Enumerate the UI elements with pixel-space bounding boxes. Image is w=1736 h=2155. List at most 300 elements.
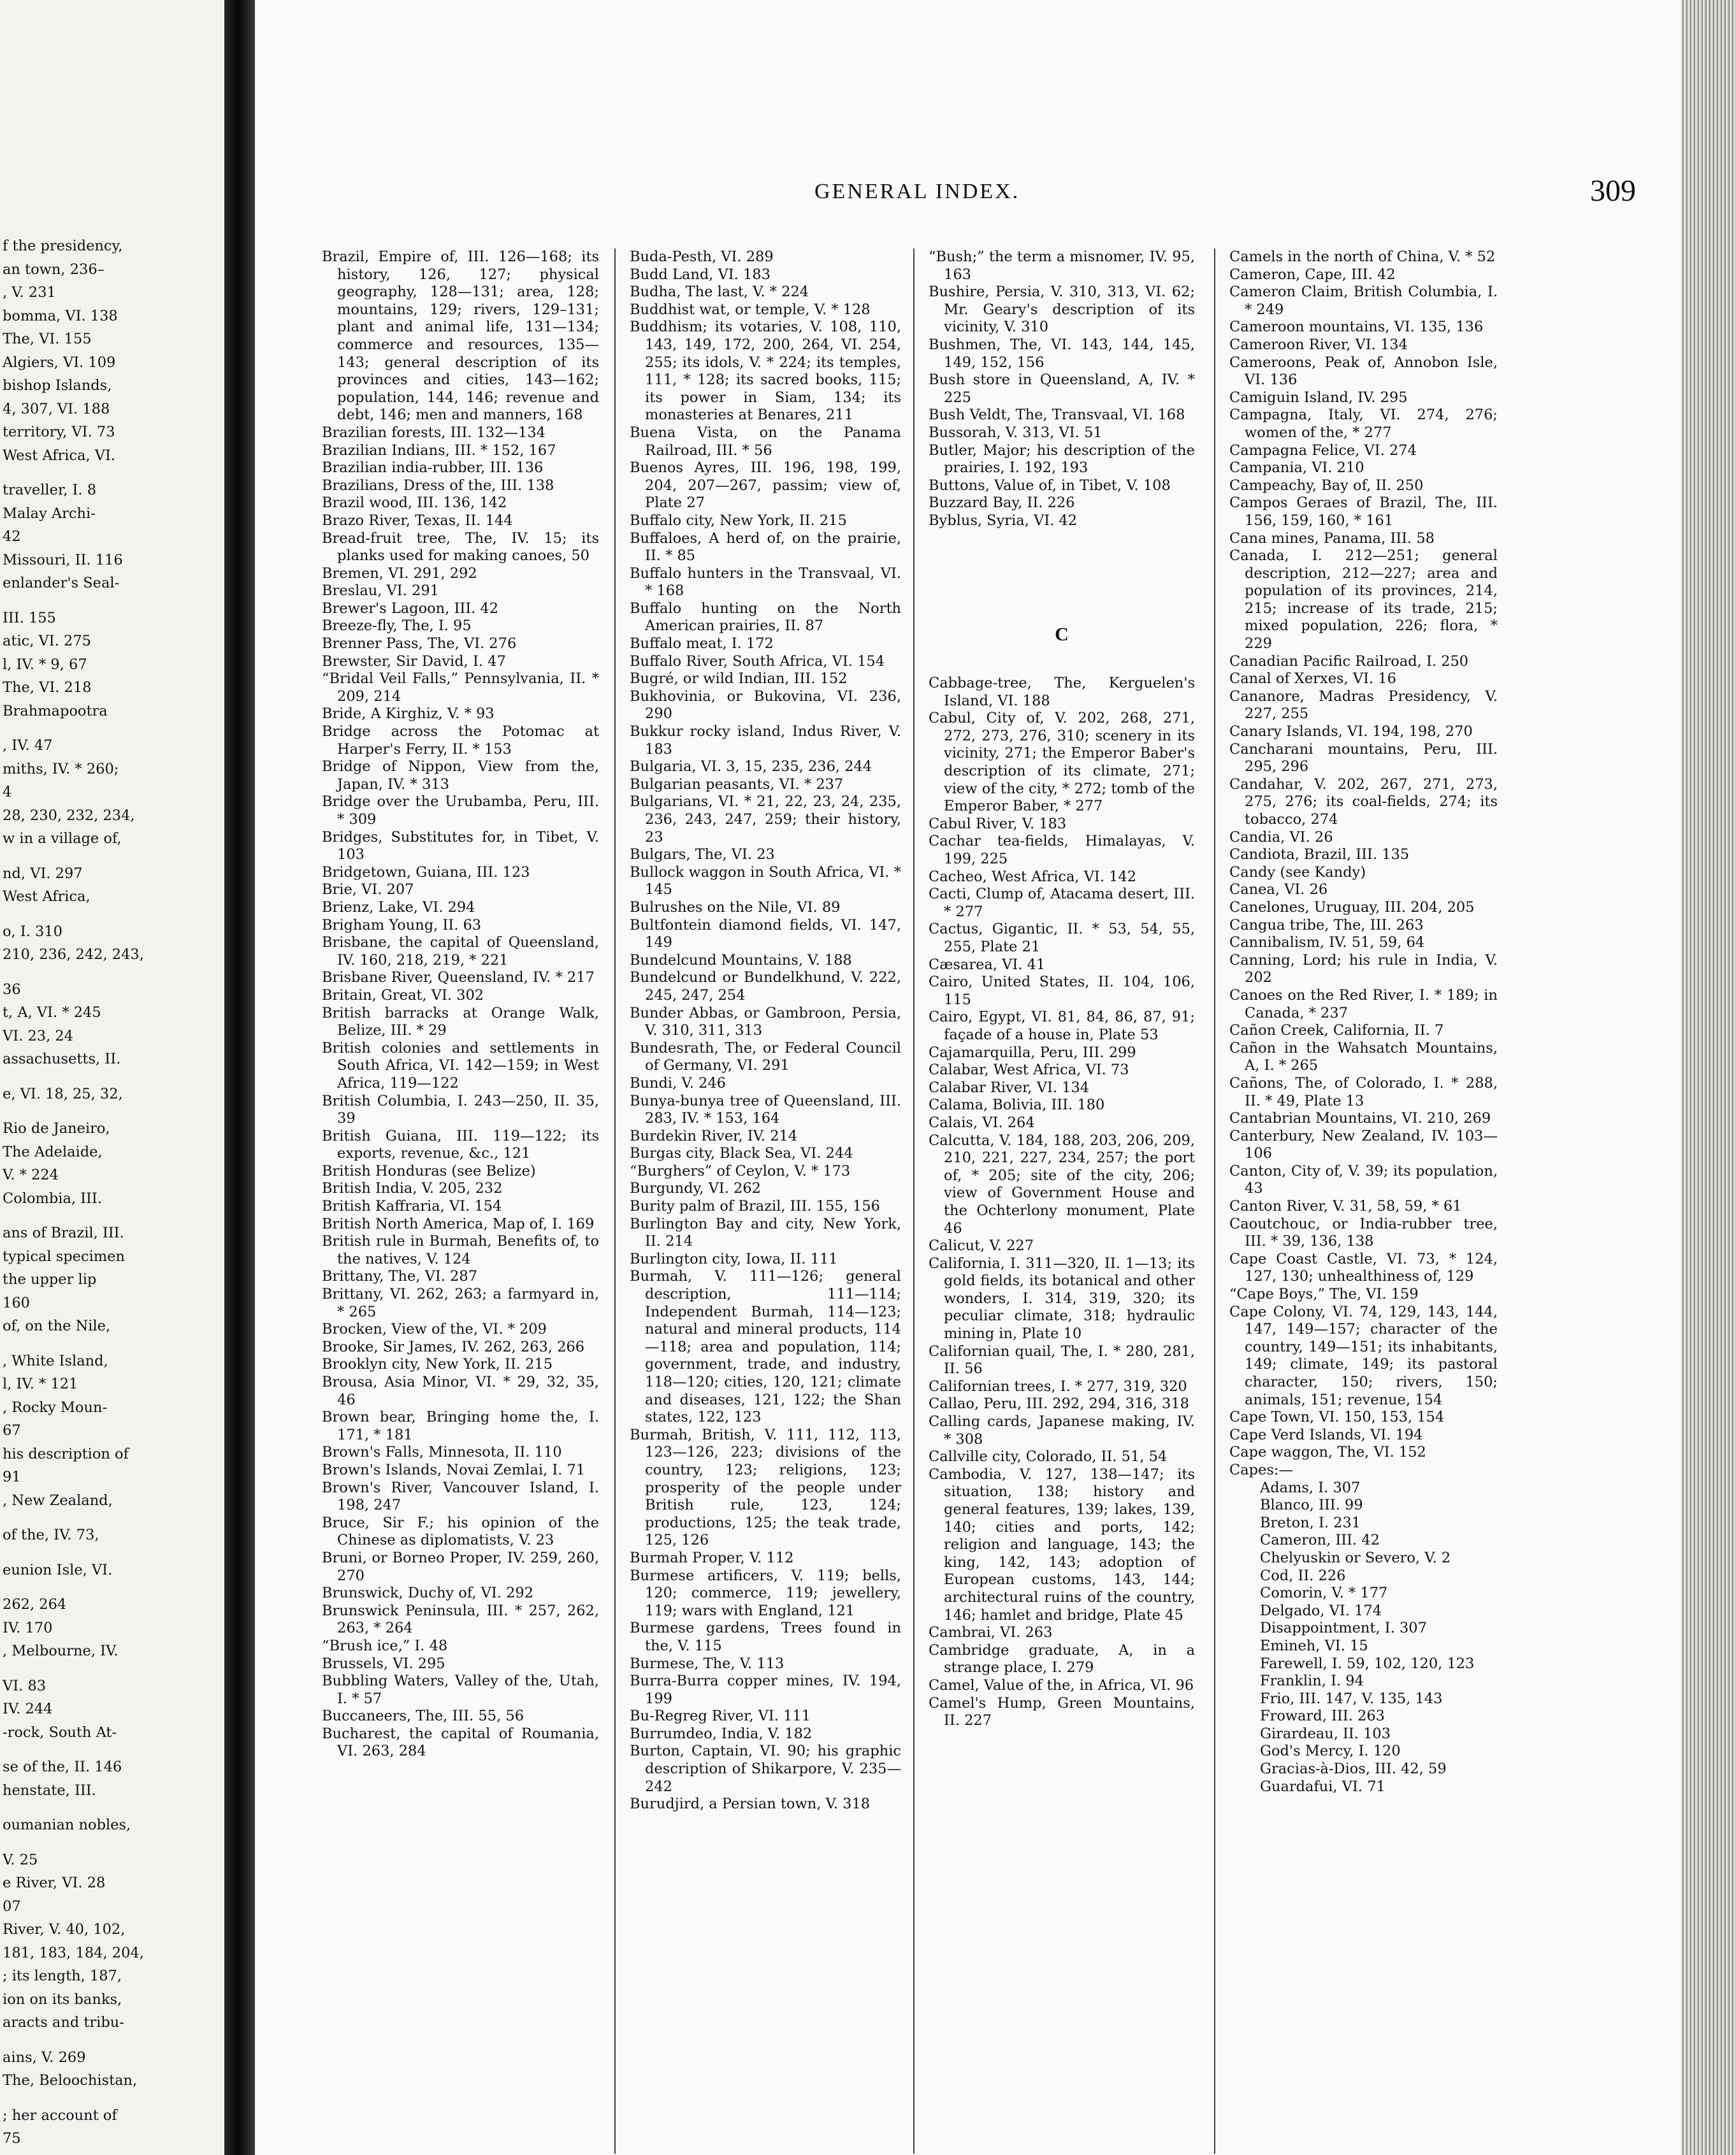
facing-page-line: atic, VI. 275 <box>3 633 91 649</box>
index-column-4-entries <box>1229 249 1498 1480</box>
index-entry: Breslau, VI. 291 <box>322 582 439 600</box>
facing-page-line <box>3 2035 219 2046</box>
index-entry: Bundelcund or Bundelkhund, V. 222, 245, 247, 254 <box>630 969 901 1004</box>
index-entry: Camiguin Island, IV. 295 <box>1229 389 1408 406</box>
index-entry: Bruni, or Borneo Proper, IV. 259, 260, 270 <box>322 1549 599 1584</box>
index-entry: Cabul, City of, V. 202, 268, 271, 272, 273, 276, 310; scenery in its vicinity, 271; the Emperor Baber's description of its climate, 271; view of the city, * 272; tomb of the Emperor Baber, * 277 <box>929 710 1195 815</box>
index-entry: Buffalo meat, I. 172 <box>630 635 774 652</box>
index-entry: Brienz, Lake, VI. 294 <box>322 898 475 916</box>
index-entry: Camel, Value of the, in Africa, VI. 96 <box>929 1676 1194 1694</box>
index-entry: Calling cards, Japanese making, IV. * 308 <box>929 1413 1195 1448</box>
index-column-3-c-entries <box>929 675 1195 1730</box>
facing-page-line: The Adelaide, <box>3 1143 103 1160</box>
index-entry: Buffalo hunters in the Transvaal, VI. * 168 <box>630 565 901 600</box>
index-sub-entry: Froward, III. 263 <box>1260 1708 1385 1725</box>
index-entry: Cacheo, West Africa, VI. 142 <box>929 868 1137 885</box>
facing-page-line: ion on its banks, <box>3 1991 122 2008</box>
index-entry: Buffalo hunting on the North American prairies, II. 87 <box>630 600 901 635</box>
index-entry: Cambridge graduate, A, in a strange place, I. 279 <box>929 1641 1195 1676</box>
index-entry: Burmah, British, V. 111, 112, 113, 123—126, 223; divisions of the country, 123; religions, 123; prosperity of the people under British rule, 123, 124; productions, 125; the teak trade, 125, 126 <box>630 1426 901 1549</box>
facing-page-line: , New Zealand, <box>3 1492 113 1509</box>
facing-page-line <box>3 1837 219 1849</box>
index-entry: “Bush;” the term a misnomer, IV. 95, 163 <box>929 249 1195 283</box>
index-entry: Bushmen, The, VI. 143, 144, 145, 149, 152, 156 <box>929 336 1195 371</box>
index-entry: Burlington Bay and city, New York, II. 214 <box>630 1215 901 1250</box>
index-entry: Burrumdeo, India, V. 182 <box>630 1725 813 1742</box>
index-entry: Cananore, Madras Presidency, V. 227, 255 <box>1229 688 1498 723</box>
facing-page-line: miths, IV. * 260; <box>3 760 119 777</box>
facing-page-line: Algiers, VI. 109 <box>3 354 116 371</box>
index-entry: Bundelcund Mountains, V. 188 <box>630 951 852 969</box>
facing-page-line: of the, IV. 73, <box>3 1527 99 1543</box>
facing-page-line: bishop Islands, <box>3 377 112 394</box>
index-entry: Burity palm of Brazil, III. 155, 156 <box>630 1198 880 1215</box>
index-entry: Bushire, Persia, V. 310, 313, VI. 62; Mr. Geary's description of its vicinity, V. 310 <box>929 284 1195 336</box>
capes-sub-entries <box>1229 1480 1498 1796</box>
index-entry: Canada, I. 212—251; general description, 212—227; area and population of its provinces, 214, 215; increase of its trade, 215; mixed population, 226; flora, * 229 <box>1229 547 1498 652</box>
index-entry: Cape Verd Islands, VI. 194 <box>1229 1426 1423 1443</box>
facing-page-line: 07 <box>3 1898 21 1915</box>
facing-page-line <box>3 1210 219 1222</box>
facing-page-line: West Africa, VI. <box>3 447 116 464</box>
index-entry: Burgundy, VI. 262 <box>630 1180 761 1197</box>
index-entry: Callao, Peru, III. 292, 294, 316, 318 <box>929 1395 1189 1413</box>
index-entry: Bunder Abbas, or Gambroon, Persia, V. 310, 311, 313 <box>630 1004 901 1039</box>
index-entry: Canelones, Uruguay, III. 204, 205 <box>1229 898 1475 916</box>
facing-page-index-fragments <box>3 234 219 2151</box>
index-entry: Cameroon mountains, VI. 135, 136 <box>1229 319 1484 336</box>
index-entry: Cameron Claim, British Columbia, I. * 249 <box>1229 284 1498 318</box>
index-entry: Bukkur rocky island, Indus River, V. 183 <box>630 723 901 758</box>
index-entry: Buddhist wat, or temple, V. * 128 <box>630 301 871 318</box>
facing-page-line <box>3 1071 219 1083</box>
index-sub-entry: Breton, I. 231 <box>1260 1514 1361 1531</box>
index-entry: Buda-Pesth, VI. 289 <box>630 249 774 265</box>
facing-page-line: The, VI. 218 <box>3 679 92 696</box>
index-entry: “Bridal Veil Falls,” Pennsylvania, II. * 209, 214 <box>322 670 599 705</box>
facing-page-line <box>3 1744 219 1755</box>
index-entry: Brown's Falls, Minnesota, II. 110 <box>322 1444 562 1461</box>
index-entry: Canterbury, New Zealand, IV. 103—106 <box>1229 1127 1498 1162</box>
index-entry: Bridges, Substitutes for, in Tibet, V. 103 <box>322 828 599 863</box>
index-entry: “Cape Boys,” The, VI. 159 <box>1229 1286 1419 1303</box>
index-entry: Bush Veldt, The, Transvaal, VI. 168 <box>929 407 1185 424</box>
index-sub-entry: Blanco, III. 99 <box>1260 1497 1363 1514</box>
index-entry: Brazo River, Texas, II. 144 <box>322 512 513 529</box>
facing-page-line: ; its length, 187, <box>3 1968 122 1984</box>
index-entry: Brocken, View of the, VI. * 209 <box>322 1321 547 1338</box>
index-entry: Cangua tribe, The, III. 263 <box>1229 916 1424 933</box>
index-entry: Bridge across the Potomac at Harper's Ferry, II. * 153 <box>322 723 599 758</box>
facing-page-line: 4, 307, VI. 188 <box>3 400 110 417</box>
facing-page-line: aracts and tribu- <box>3 2014 124 2031</box>
index-sub-entry: Cameron, III. 42 <box>1260 1532 1380 1549</box>
facing-page-line: w in a village of, <box>3 830 122 847</box>
facing-page-line: his description of <box>3 1445 129 1462</box>
index-sub-entry: Disappointment, I. 307 <box>1260 1620 1427 1637</box>
index-entry: Cannibalism, IV. 51, 59, 64 <box>1229 934 1425 951</box>
running-head: GENERAL INDEX. <box>814 180 1020 203</box>
index-column-1 <box>322 249 599 1761</box>
index-entry: Buzzard Bay, II. 226 <box>929 494 1075 512</box>
index-column-4 <box>1214 249 1498 2154</box>
facing-page-line: f the presidency, <box>3 238 123 254</box>
index-entry: Brown bear, Bringing home the, I. 171, * 181 <box>322 1409 599 1443</box>
facing-page-line: bomma, VI. 138 <box>3 307 118 324</box>
index-entry: Californian quail, The, I. * 280, 281, II. 56 <box>929 1343 1195 1378</box>
index-entry: British Guiana, III. 119—122; its exports, revenue, &c., 121 <box>322 1127 599 1162</box>
index-entry: Bride, A Kirghiz, V. * 93 <box>322 705 495 723</box>
index-entry: Canton, City of, V. 39; its population, 43 <box>1229 1162 1498 1197</box>
index-entry: Brown's Islands, Novai Zemlai, I. 71 <box>322 1461 586 1478</box>
index-sub-entry: Guardafui, VI. 71 <box>1260 1778 1385 1795</box>
facing-page-line: , White Island, <box>3 1352 108 1369</box>
index-sub-entry: Emineh, VI. 15 <box>1260 1637 1368 1654</box>
index-entry: Burmah, V. 111—126; general description, 111—114; Independent Burmah, 114—123; natural and mineral products, 114—118; area and population, 114; government, trade, and industry, 118—120; cities, 120, 121; climate and diseases, 121, 122; the Shan states, 122, 123 <box>630 1268 901 1426</box>
index-entry: Brazilians, Dress of the, III. 138 <box>322 477 554 494</box>
index-entry: Cameron, Cape, III. 42 <box>1229 266 1396 283</box>
index-entry: Bridgetown, Guiana, III. 123 <box>322 863 530 881</box>
index-entry: Cañon in the Wahsatch Mountains, A, I. * 265 <box>1229 1039 1498 1074</box>
index-entry: Buddhism; its votaries, V. 108, 110, 143, 149, 172, 200, 264, VI. 254, 255; its idols, V. * 224; its temples, 111, * 128; its sacred books, 115; its power in Siam, 134; its monasteries at Benares, 211 <box>630 319 901 424</box>
index-entry: Bu-Regreg River, VI. 111 <box>630 1708 811 1725</box>
index-entry: Buttons, Value of, in Tibet, V. 108 <box>929 477 1171 494</box>
index-entry: Canary Islands, VI. 194, 198, 270 <box>1229 723 1473 740</box>
index-entry: Caoutchouc, or India-rubber tree, III. * 39, 136, 138 <box>1229 1215 1498 1250</box>
page-number: 309 <box>1590 174 1636 208</box>
index-entry: Brooklyn city, New York, II. 215 <box>322 1356 553 1373</box>
index-entry: British Columbia, I. 243—250, II. 35, 39 <box>322 1092 599 1127</box>
facing-page-line: e River, VI. 28 <box>3 1875 106 1891</box>
facing-page-line: 91 <box>3 1469 21 1485</box>
facing-page-line: V. 25 <box>3 1851 38 1868</box>
facing-page-line: IV. 170 <box>3 1619 53 1636</box>
facing-page-line: Malay Archi- <box>3 505 96 522</box>
facing-page-line: eunion Isle, VI. <box>3 1561 113 1578</box>
facing-page-line: Colombia, III. <box>3 1190 102 1207</box>
index-entry: Cantabrian Mountains, VI. 210, 269 <box>1229 1110 1491 1127</box>
index-entry: Cacti, Clump of, Atacama desert, III. * 277 <box>929 886 1195 920</box>
facing-page-line: , Rocky Moun- <box>3 1399 108 1416</box>
facing-page-line: t, A, VI. * 245 <box>3 1004 101 1021</box>
facing-page-line <box>3 1802 219 1813</box>
index-entry: “Burghers” of Ceylon, V. * 173 <box>630 1162 851 1179</box>
facing-page-line: ans of Brazil, III. <box>3 1225 124 1241</box>
index-sub-entry: Gracias-à-Dios, III. 42, 59 <box>1260 1761 1447 1778</box>
index-entry: British India, V. 205, 232 <box>322 1180 503 1197</box>
index-entry: Calama, Bolivia, III. 180 <box>929 1097 1105 1114</box>
index-entry: Capes:— <box>1229 1461 1293 1478</box>
index-entry: British North America, Map of, I. 169 <box>322 1215 595 1232</box>
facing-page-line: 36 <box>3 981 21 998</box>
index-entry: Buffaloes, A herd of, on the prairie, II. * 85 <box>630 530 901 565</box>
index-sub-entry: Farewell, I. 59, 102, 120, 123 <box>1260 1655 1475 1672</box>
index-entry: Burgas city, Black Sea, VI. 244 <box>630 1145 853 1162</box>
index-entry: Cabbage-tree, The, Kerguelen's Island, VI. 188 <box>929 675 1195 709</box>
index-entry: Brazilian Indians, III. * 152, 167 <box>322 442 556 459</box>
index-entry: Bulrushes on the Nile, VI. 89 <box>630 898 841 916</box>
facing-page-line: -rock, South At- <box>3 1724 117 1741</box>
facing-page-line: Brahmapootra <box>3 702 108 719</box>
facing-page-line: IV. 244 <box>3 1701 53 1717</box>
index-entry: Cape Coast Castle, VI. 73, * 124, 127, 130; unhealthiness of, 129 <box>1229 1250 1498 1285</box>
index-entry: Buccaneers, The, III. 55, 56 <box>322 1708 524 1725</box>
index-entry: Cana mines, Panama, III. 58 <box>1229 530 1435 547</box>
index-entry: British rule in Burmah, Benefits of, to the natives, V. 124 <box>322 1233 599 1267</box>
index-entry: Bugré, or wild Indian, III. 152 <box>630 670 848 688</box>
index-sub-entry: Franklin, I. 94 <box>1260 1673 1364 1690</box>
facing-page-line: , IV. 47 <box>3 737 53 754</box>
index-entry: Buenos Ayres, III. 196, 198, 199, 204, 207—267, passim; view of, Plate 27 <box>630 459 901 512</box>
index-entry: “Brush ice,” I. 48 <box>322 1637 448 1654</box>
index-entry: Cancharani mountains, Peru, III. 295, 296 <box>1229 740 1498 775</box>
index-entry: Campagna, Italy, VI. 274, 276; women of the, * 277 <box>1229 407 1498 441</box>
index-entry: Brewster, Sir David, I. 47 <box>322 652 506 670</box>
index-entry: Brazilian india-rubber, III. 136 <box>322 459 544 477</box>
index-entry: Callville city, Colorado, II. 51, 54 <box>929 1448 1168 1466</box>
index-entry: Campagna Felice, VI. 274 <box>1229 442 1417 459</box>
index-entry: Cambrai, VI. 263 <box>929 1624 1053 1641</box>
index-entry: Canadian Pacific Railroad, I. 250 <box>1229 652 1469 670</box>
facing-page-line: enlander's Seal- <box>3 575 120 591</box>
facing-page-line: 262, 264 <box>3 1596 67 1613</box>
facing-page-line: l, IV. * 121 <box>3 1376 78 1392</box>
index-entry: Bultfontein diamond fields, VI. 147, 149 <box>630 916 901 951</box>
facing-page-line <box>3 467 219 479</box>
index-entry: Cape Town, VI. 150, 153, 154 <box>1229 1409 1445 1426</box>
facing-page-line: assachusetts, II. <box>3 1051 121 1067</box>
index-entry: Brunswick, Duchy of, VI. 292 <box>322 1585 534 1602</box>
index-column-3-b-entries <box>929 249 1195 530</box>
index-entry: Cæsarea, VI. 41 <box>929 956 1046 973</box>
index-entry: Burmah Proper, V. 112 <box>630 1549 794 1566</box>
facing-page-line: 28, 230, 232, 234, <box>3 807 135 824</box>
index-entry: Canea, VI. 26 <box>1229 881 1328 898</box>
index-entry: Brown's River, Vancouver Island, I. 198, 247 <box>322 1479 599 1514</box>
facing-page-line <box>3 1663 219 1675</box>
facing-page-line: Missouri, II. 116 <box>3 551 123 568</box>
index-entry: Budha, The last, V. * 224 <box>630 284 809 301</box>
facing-page-line: o, I. 310 <box>3 923 62 940</box>
index-entry: California, I. 311—320, II. 1—13; its gold fields, its botanical and other wonders, I. 314, 319, 320; its peculiar climate, 318; hydraulic mining in, Plate 10 <box>929 1255 1195 1343</box>
index-entry: Bruce, Sir F.; his opinion of the Chinese as diplomatists, V. 23 <box>322 1514 599 1549</box>
index-entry: British Kaffraria, VI. 154 <box>322 1198 502 1215</box>
facing-page-line: West Africa, <box>3 888 90 905</box>
index-entry: Brooke, Sir James, IV. 262, 263, 266 <box>322 1338 585 1355</box>
index-entry: Californian trees, I. * 277, 319, 320 <box>929 1378 1187 1395</box>
facing-page-line: 75 <box>3 2130 21 2147</box>
index-entry: Bukhovinia, or Bukovina, VI. 236, 290 <box>630 688 901 723</box>
index-sub-entry: Frio, III. 147, V. 135, 143 <box>1260 1690 1443 1707</box>
index-entry: Buena Vista, on the Panama Railroad, III. * 56 <box>630 424 901 459</box>
facing-page-line: III. 155 <box>3 609 56 626</box>
index-entry: Bush store in Queensland, A, IV. * 225 <box>929 371 1195 406</box>
index-entry: Candiota, Brazil, III. 135 <box>1229 846 1410 863</box>
facing-page-line: typical specimen <box>3 1248 125 1265</box>
index-entry: Bremen, VI. 291, 292 <box>322 565 477 582</box>
index-entry: Brigham Young, II. 63 <box>322 916 482 933</box>
index-entry: Brewer's Lagoon, III. 42 <box>322 600 499 617</box>
index-entry: Brisbane River, Queensland, IV. * 217 <box>322 969 595 986</box>
section-letter-c: C <box>1055 623 1069 645</box>
index-entry: Campos Geraes of Brazil, The, III. 156, 159, 160, * 161 <box>1229 494 1498 529</box>
index-entry: Cairo, United States, II. 104, 106, 115 <box>929 974 1195 1008</box>
index-entry: Calais, VI. 264 <box>929 1114 1035 1131</box>
index-entry: Brussels, VI. 295 <box>322 1655 445 1672</box>
index-entry: Burra-Burra copper mines, IV. 194, 199 <box>630 1673 901 1707</box>
index-entry: Breeze-fly, The, I. 95 <box>322 617 472 635</box>
index-entry: Cactus, Gigantic, II. * 53, 54, 55, 255, Plate 21 <box>929 921 1195 955</box>
index-entry: Cabul River, V. 183 <box>929 815 1067 832</box>
index-entry: Burdekin River, IV. 214 <box>630 1127 798 1144</box>
index-entry: Brunswick Peninsula, III. * 257, 262, 263, * 264 <box>322 1602 599 1637</box>
index-entry: Brittany, The, VI. 287 <box>322 1268 478 1285</box>
index-column-2 <box>614 249 901 2154</box>
facing-page-line: se of the, II. 146 <box>3 1759 122 1775</box>
index-entry: Cameroon River, VI. 134 <box>1229 336 1408 353</box>
index-entry: Bulgaria, VI. 3, 15, 235, 236, 244 <box>630 758 872 775</box>
index-entry: Canoes on the Red River, I. * 189; in Canada, * 237 <box>1229 986 1498 1021</box>
index-entry: Budd Land, VI. 183 <box>630 266 770 283</box>
facing-page-line <box>3 2093 219 2104</box>
index-sub-entry: Comorin, V. * 177 <box>1260 1585 1388 1602</box>
index-entry: Buffalo River, South Africa, VI. 154 <box>630 652 885 670</box>
index-entry: Cambodia, V. 127, 138—147; its situation, 138; history and general features, 139; lakes, 139, 140; cities and ports, 142; religion and language, 143; the king, 142, 143; adoption of European customs, 143, 144; architectural ruins of the country, 146; hamlet and bridge, Plate 45 <box>929 1466 1195 1624</box>
facing-page-line: The, Beloochistan, <box>3 2072 138 2089</box>
facing-page-line <box>3 1582 219 1593</box>
index-entry: Cameroons, Peak of, Annobon Isle, VI. 136 <box>1229 354 1498 389</box>
facing-page-line: henstate, III. <box>3 1782 96 1799</box>
facing-page-line <box>3 1547 219 1559</box>
facing-page-line: VI. 83 <box>3 1677 47 1694</box>
facing-page-line: traveller, I. 8 <box>3 482 97 498</box>
facing-page-line <box>3 909 219 920</box>
index-entry: Burlington city, Iowa, II. 111 <box>630 1250 838 1267</box>
facing-page-line: , V. 231 <box>3 284 56 301</box>
facing-page-line: , Melbourne, IV. <box>3 1643 119 1659</box>
index-entry: Cape Colony, VI. 74, 129, 143, 144, 147, 149—157; character of the country, 149—151; its inhabitants, 149; climate, 149; its pastoral character, 150; rivers, 150; animals, 151; revenue, 154 <box>1229 1303 1498 1408</box>
index-sub-entry: Delgado, VI. 174 <box>1260 1602 1382 1619</box>
index-entry: British barracks at Orange Walk, Belize, III. * 29 <box>322 1004 599 1039</box>
index-entry: Brazil wood, III. 136, 142 <box>322 494 507 512</box>
index-sub-entry: Adams, I. 307 <box>1260 1479 1361 1496</box>
index-entry: Calabar, West Africa, VI. 73 <box>929 1062 1129 1079</box>
index-entry: Camels in the north of China, V. * 52 <box>1229 249 1496 265</box>
index-entry: Bundi, V. 246 <box>630 1074 726 1092</box>
index-entry: Calabar River, VI. 134 <box>929 1079 1090 1096</box>
facing-page-line <box>3 1512 219 1524</box>
index-entry: Brousa, Asia Minor, VI. * 29, 32, 35, 46 <box>322 1374 599 1408</box>
facing-page-line: ; her account of <box>3 2107 117 2124</box>
index-entry: British colonies and settlements in South Africa, VI. 142—159; in West Africa, 119—122 <box>322 1039 599 1092</box>
facing-page-line: territory, VI. 73 <box>3 424 115 440</box>
index-entry: Bulgarian peasants, VI. * 237 <box>630 775 844 793</box>
index-entry: Byblus, Syria, VI. 42 <box>929 512 1078 529</box>
index-entry: Candia, VI. 26 <box>1229 828 1333 846</box>
index-entry: Calcutta, V. 184, 188, 203, 206, 209, 210, 221, 227, 234, 257; the port of, * 205; site of the city, 206; view of Government House and the Ochterlony monument, Plate 46 <box>929 1132 1195 1237</box>
index-entry: Brazilian forests, III. 132—134 <box>322 424 546 441</box>
facing-page <box>0 0 224 2155</box>
index-entry: Bulgars, The, VI. 23 <box>630 846 775 863</box>
index-entry: Candahar, V. 202, 267, 271, 273, 275, 276; its coal-fields, 274; its tobacco, 274 <box>1229 775 1498 828</box>
facing-page-line: of, on the Nile, <box>3 1318 111 1334</box>
book-gutter <box>224 0 255 2155</box>
facing-page-line: l, IV. * 9, 67 <box>3 656 87 673</box>
index-entry: Brisbane, the capital of Queensland, IV. 160, 218, 219, * 221 <box>322 934 599 969</box>
page-edges <box>1681 0 1736 2155</box>
index-entry: Campania, VI. 210 <box>1229 459 1364 477</box>
facing-page-line <box>3 967 219 978</box>
index-entry: Bucharest, the capital of Roumania, VI. 263, 284 <box>322 1725 599 1760</box>
facing-page-line: V. * 224 <box>3 1167 59 1183</box>
index-entry: Cañon Creek, California, II. 7 <box>1229 1022 1444 1039</box>
facing-page-line <box>3 723 219 734</box>
facing-page-line: 160 <box>3 1294 30 1311</box>
index-entry: Burmese gardens, Trees found in the, V. 115 <box>630 1620 901 1654</box>
index-entry: Canton River, V. 31, 58, 59, * 61 <box>1229 1198 1462 1215</box>
index-entry: Bussorah, V. 313, VI. 51 <box>929 424 1103 441</box>
index-entry: Buffalo city, New York, II. 215 <box>630 512 847 529</box>
facing-page-line: 67 <box>3 1422 21 1439</box>
facing-page-line <box>3 1106 219 1117</box>
index-entry: Bread-fruit tree, The, IV. 15; its planks used for making canoes, 50 <box>322 530 599 565</box>
facing-page-line <box>3 851 219 862</box>
index-entry: Candy (see Kandy) <box>1229 863 1366 881</box>
index-entry: Cape waggon, The, VI. 152 <box>1229 1444 1426 1461</box>
index-entry: Brenner Pass, The, VI. 276 <box>322 635 517 652</box>
index-entry: Burudjird, a Persian town, V. 318 <box>630 1796 871 1813</box>
facing-page-line: 42 <box>3 528 21 545</box>
index-entry: Calicut, V. 227 <box>929 1237 1034 1255</box>
facing-page-line: oumanian nobles, <box>3 1817 131 1833</box>
facing-page-line: 4 <box>3 784 12 800</box>
facing-page-line: nd, VI. 297 <box>3 865 83 882</box>
facing-page-line <box>3 1338 219 1350</box>
index-entry: Canning, Lord; his rule in India, V. 202 <box>1229 951 1498 986</box>
index-entry: Burton, Captain, VI. 90; his graphic description of Shikarpore, V. 235—242 <box>630 1743 901 1795</box>
index-entry: Bridge of Nippon, View from the, Japan, IV. * 313 <box>322 758 599 793</box>
facing-page-line: e, VI. 18, 25, 32, <box>3 1085 123 1102</box>
index-entry: British Honduras (see Belize) <box>322 1162 536 1179</box>
index-entry: Brie, VI. 207 <box>322 881 414 898</box>
index-entry: Camel's Hump, Green Mountains, II. 227 <box>929 1694 1195 1729</box>
facing-page-line: the upper lip <box>3 1271 97 1288</box>
index-entry: Cajamarquilla, Peru, III. 299 <box>929 1044 1136 1061</box>
facing-page-line: 181, 183, 184, 204, <box>3 1944 144 1961</box>
index-entry: Campeachy, Bay of, II. 250 <box>1229 477 1424 494</box>
index-entry: Burmese, The, V. 113 <box>630 1655 785 1672</box>
index-sub-entry: Girardeau, II. 103 <box>1260 1725 1391 1742</box>
facing-page-line: ains, V. 269 <box>3 2049 86 2066</box>
index-entry: Cañons, The, of Colorado, I. * 288, II. * 49, Plate 13 <box>1229 1074 1498 1109</box>
index-sub-entry: God's Mercy, I. 120 <box>1260 1743 1401 1760</box>
index-entry: Brittany, VI. 262, 263; a farmyard in, * 265 <box>322 1286 599 1320</box>
index-column-3 <box>913 249 1195 2154</box>
index-entry: Butler, Major; his description of the prairies, I. 192, 193 <box>929 442 1195 477</box>
index-entry: Bulgarians, VI. * 21, 22, 23, 24, 235, 236, 243, 247, 259; their history, 23 <box>630 793 901 846</box>
index-entry: Cairo, Egypt, VI. 81, 84, 86, 87, 91; façade of a house in, Plate 53 <box>929 1009 1195 1043</box>
index-entry: Bullock waggon in South Africa, VI. * 145 <box>630 863 901 898</box>
facing-page-line <box>3 595 219 607</box>
facing-page-line: an town, 236– <box>3 261 105 278</box>
index-entry: Bubbling Waters, Valley of the, Utah, I. * 57 <box>322 1673 599 1707</box>
index-entry: Bunya-bunya tree of Queensland, III. 283, IV. * 153, 164 <box>630 1092 901 1127</box>
facing-page-line: The, VI. 155 <box>3 331 92 347</box>
index-entry: Bridge over the Urubamba, Peru, III. * 309 <box>322 793 599 828</box>
index-entry: Cachar tea-fields, Himalayas, V. 199, 225 <box>929 833 1195 868</box>
facing-page-line: Rio de Janeiro, <box>3 1120 110 1137</box>
facing-page-line: 210, 236, 242, 243, <box>3 946 144 963</box>
